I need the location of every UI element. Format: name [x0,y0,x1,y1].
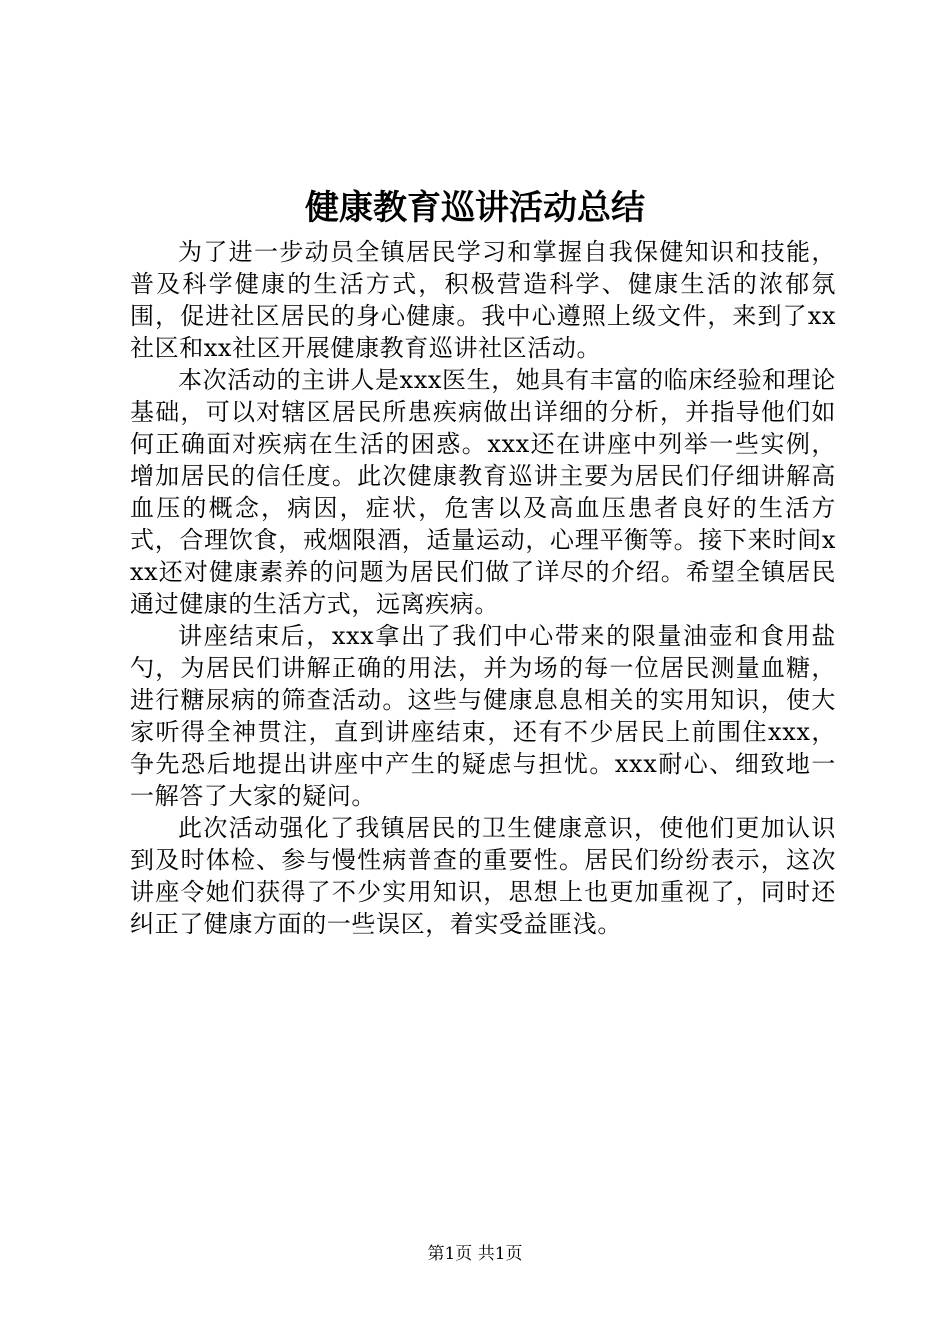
document-body [130,236,836,940]
document-title: 健康教育巡讲活动总结 [305,188,645,228]
body-paragraph-2: 本次活动的主讲人是xxx医生，她具有丰富的临床经验和理论基础，可以对辖区居民所患疾病做出详细的分析，并指导他们如何正确面对疾病在生活的困惑。xxx还在讲座中列举一些实例，增加居民的信任度。此次健康教育巡讲主要为居民们仔细讲解高血压的概念，病因，症状，危害以及高血压患者良好的生活方式，合理饮食，戒烟限酒，适量运动，心理平衡等。接下来时间xxx还对健康素养的问题为居民们做了详尽的介绍。希望全镇居民通过健康的生活方式，远离疾病。 [130,366,836,618]
body-paragraph-3: 讲座结束后，xxx拿出了我们中心带来的限量油壶和食用盐勺，为居民们讲解正确的用法，并为场的每一位居民测量血糖，进行糖尿病的筛查活动。这些与健康息息相关的实用知识，使大家听得全神贯注，直到讲座结束，还有不少居民上前围住xxx，争先恐后地提出讲座中产生的疑虑与担忧。xxx耐心、细致地一一解答了大家的疑问。 [130,622,836,810]
body-paragraph-4: 此次活动强化了我镇居民的卫生健康意识，使他们更加认识到及时体检、参与慢性病普查的重要性。居民们纷纷表示，这次讲座令她们获得了不少实用知识，思想上也更加重视了，同时还纠正了健康方面的一些误区，着实受益匪浅。 [130,814,836,938]
page-footer: 第1页 共1页 [427,1244,523,1264]
body-paragraph-1: 为了进一步动员全镇居民学习和掌握自我保健知识和技能，普及科学健康的生活方式，积极营造科学、健康生活的浓郁氛围，促进社区居民的身心健康。我中心遵照上级文件，来到了xx社区和xx社区开展健康教育巡讲社区活动。 [130,238,836,362]
